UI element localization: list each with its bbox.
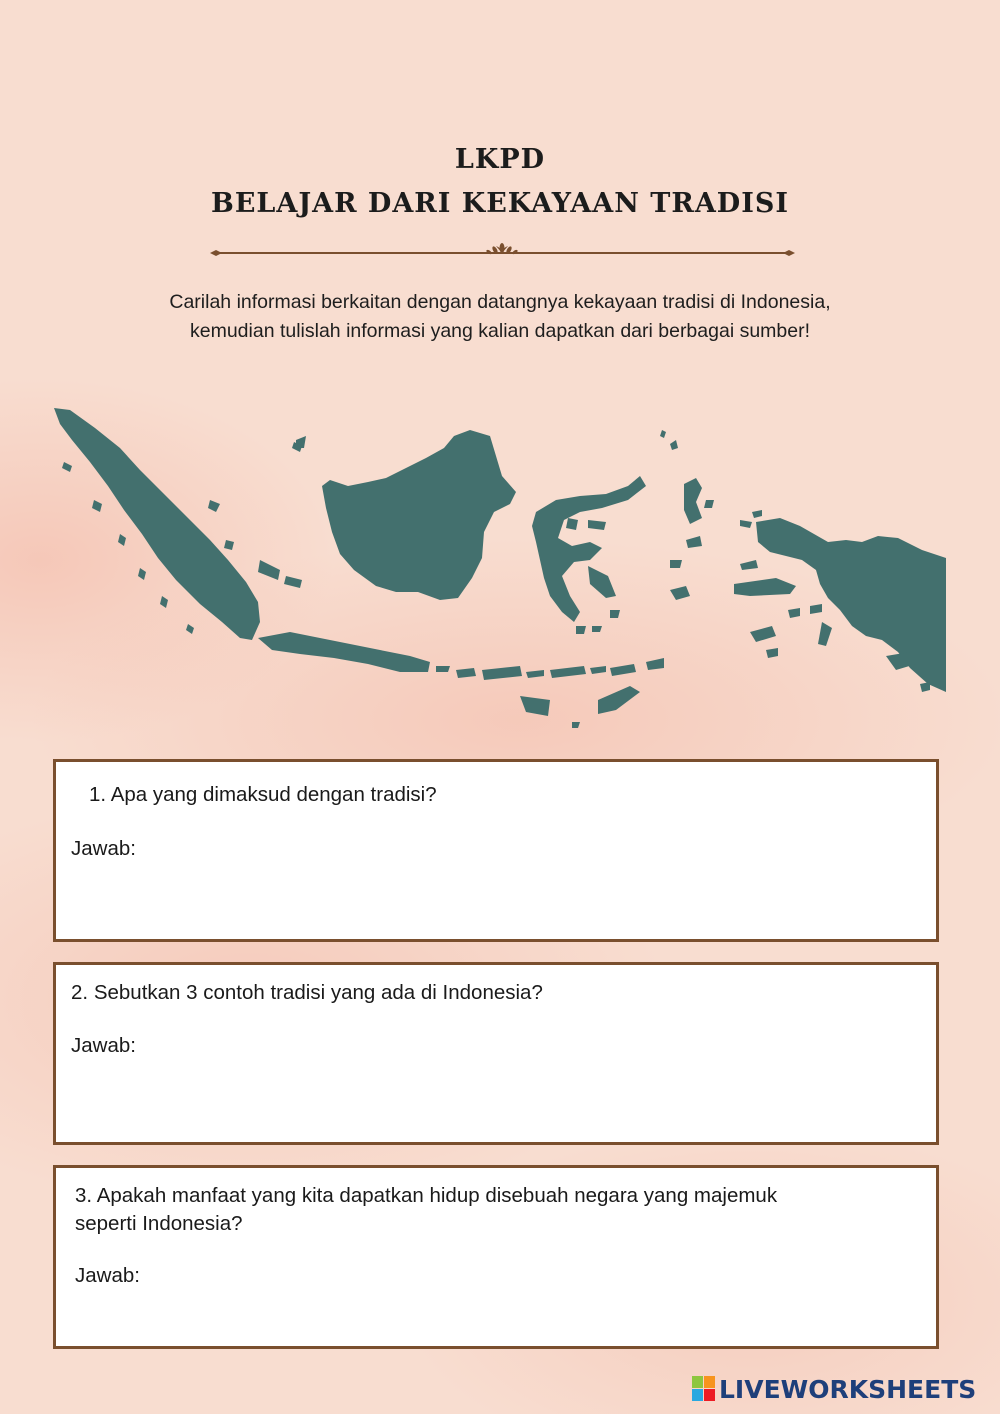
- title-line-1: LKPD: [454, 144, 546, 175]
- question-3-text-line-1: Apakah manfaat yang kita dapatkan hidup disebuah negara yang majemuk: [96, 1184, 778, 1207]
- question-2-number: 2.: [71, 981, 89, 1004]
- question-1-box[interactable]: [53, 759, 939, 942]
- question-3-text-line-2: seperti Indonesia?: [75, 1212, 243, 1235]
- liveworksheets-logo-icon: [692, 1376, 716, 1402]
- question-3-box[interactable]: [53, 1165, 939, 1349]
- liveworksheets-logo: [692, 1374, 976, 1404]
- question-3-number: 3.: [75, 1184, 93, 1207]
- ornament-divider: [210, 242, 795, 262]
- instruction-line-2: kemudian tulislah informasi yang kalian dapatkan dari berbagai sumber!: [189, 320, 811, 342]
- title-line-2: BELAJAR DARI KEKAYAAN TRADISI: [211, 188, 789, 219]
- indonesia-map-icon: [50, 400, 950, 730]
- question-2-answer-label: Jawab:: [71, 1034, 136, 1057]
- question-3-answer-label: Jawab:: [75, 1264, 140, 1287]
- question-1-text: Apa yang dimaksud dengan tradisi?: [110, 783, 437, 806]
- liveworksheets-brand: LIVEWORKSHEETS: [719, 1374, 977, 1404]
- question-1-answer-label: Jawab:: [71, 837, 136, 860]
- instruction-line-1: Carilah informasi berkaitan dengan datangnya kekayaan tradisi di Indonesia,: [169, 291, 831, 313]
- question-1-number: 1.: [89, 783, 107, 806]
- question-2-text: Sebutkan 3 contoh tradisi yang ada di Indonesia?: [93, 981, 543, 1004]
- question-2-box[interactable]: [53, 962, 939, 1145]
